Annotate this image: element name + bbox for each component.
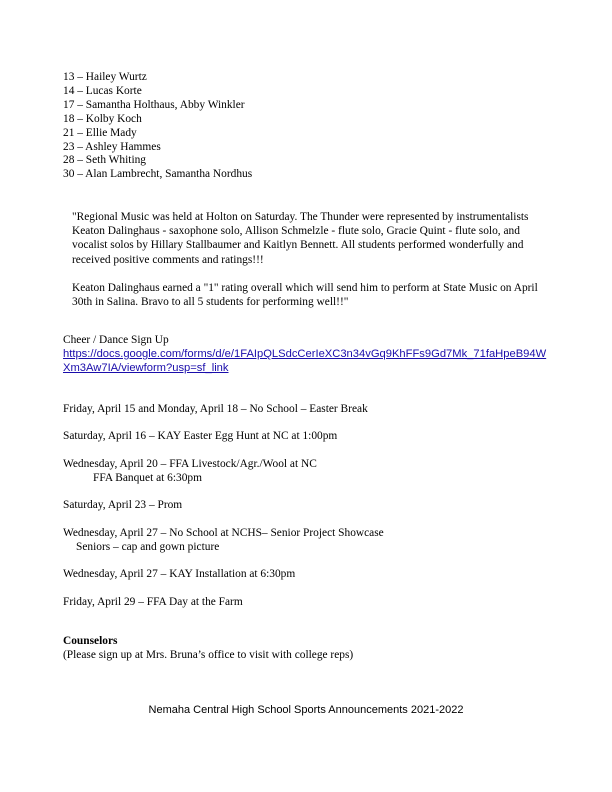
event-text: Wednesday, April 27 – KAY Installation at 6:30pm xyxy=(63,568,296,580)
birthday-list xyxy=(63,71,252,182)
quote-paragraph-1: "Regional Music was held at Holton on Saturday. The Thunder were represented by instrumentalists Keaton Dalinghaus - saxophone solo, Allison Schmelzle - flute solo, Gracie Quint - flute solo, and vocalist solos by Hillary Stallbaumer and Kaitlyn Bennett. All students performed wonderfully and received positive comments and ratings!!! xyxy=(72,211,529,266)
birthday-item: 21 – Ellie Mady xyxy=(63,126,137,139)
birthday-item: 30 – Alan Lambrecht, Samantha Nordhus xyxy=(63,168,253,181)
birthday-item: 23 – Ashley Hammes xyxy=(63,140,161,153)
counselors-note: (Please sign up at Mrs. Bruna’s office to visit with college reps) xyxy=(63,649,354,661)
event-item xyxy=(63,457,317,485)
event-text: Friday, April 29 – FFA Day at the Farm xyxy=(63,596,243,608)
event-text: Saturday, April 23 – Prom xyxy=(63,499,183,511)
event-subtext: Seniors – cap and gown picture xyxy=(76,541,220,553)
event-item xyxy=(63,595,243,609)
event-item xyxy=(63,429,337,443)
event-text: Friday, April 15 and Monday, April 18 – No School – Easter Break xyxy=(63,403,368,415)
birthday-item: 28 – Seth Whiting xyxy=(63,154,147,167)
birthday-item: 18 – Kolby Koch xyxy=(63,112,142,125)
cheer-signup-section xyxy=(63,334,553,376)
event-item xyxy=(63,567,295,581)
event-item xyxy=(63,526,384,554)
regional-music-quote xyxy=(72,210,552,309)
page-footer: Nemaha Central High School Sports Announcements 2021-2022 xyxy=(148,704,464,716)
event-text: Wednesday, April 20 – FFA Livestock/Agr./Wool at NC xyxy=(63,458,317,470)
event-text: Saturday, April 16 – KAY Easter Egg Hunt at NC at 1:00pm xyxy=(63,430,338,442)
event-item xyxy=(63,498,182,512)
cheer-signup-link[interactable]: https://docs.google.com/forms/d/e/1FAIpQLSdcCerIeXC3n34vGq9KhFFs9Gd7Mk_71faHpeB94WXm3Aw7IA/viewform?usp=sf_link xyxy=(63,347,547,374)
event-text: Wednesday, April 27 – No School at NCHS– Senior Project Showcase xyxy=(63,527,384,539)
cheer-heading: Cheer / Dance Sign Up xyxy=(63,334,169,346)
event-subtext: FFA Banquet at 6:30pm xyxy=(93,472,202,484)
birthday-item: 17 – Samantha Holthaus, Abby Winkler xyxy=(63,98,245,111)
birthday-item: 13 – Hailey Wurtz xyxy=(63,71,147,83)
counselors-heading: Counselors xyxy=(63,635,118,647)
event-item xyxy=(63,402,368,416)
quote-paragraph-2: Keaton Dalinghaus earned a "1" rating overall which will send him to perform at State Music on April 30th in Salina. Bravo to all 5 students for performing well!!" xyxy=(72,282,538,309)
birthday-item: 14 – Lucas Korte xyxy=(63,84,142,97)
counselors-section xyxy=(63,634,353,662)
